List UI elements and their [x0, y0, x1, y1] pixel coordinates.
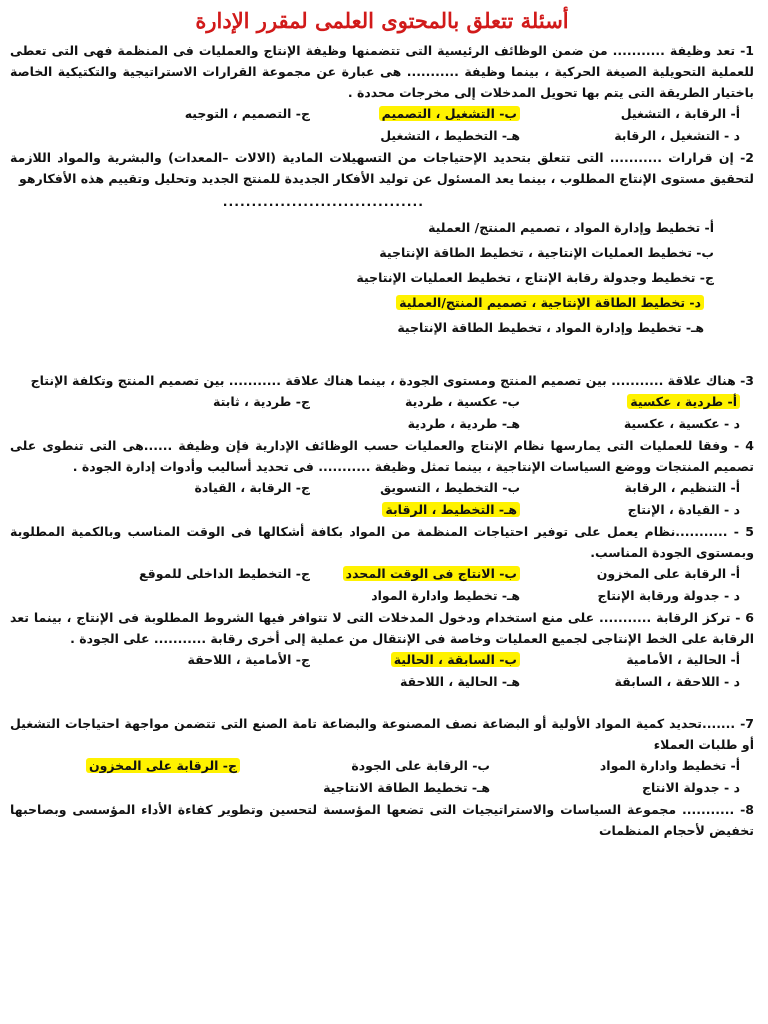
- option[interactable]: أ- تخطيط وادارة المواد: [599, 758, 740, 773]
- question-7-options: [10, 755, 754, 799]
- option[interactable]: د - اللاحقة ، السابقة: [614, 674, 740, 689]
- question-3: 3- هناك علاقة ........... بين تصميم المنتج ومستوى الجودة ، بينما هناك علاقة ........... بين تصميم المنتج وتكلفة الإنتاج: [30, 373, 754, 388]
- option[interactable]: د - جدولة الانتاج: [641, 780, 740, 795]
- option[interactable]: هـ- تخطيط وادارة المواد: [371, 588, 520, 603]
- option[interactable]: هـ- الحالية ، اللاحقة: [399, 674, 520, 689]
- option-highlighted[interactable]: د- تخطيط الطاقة الإنتاجية ، تصميم المنتج/العملية: [396, 295, 704, 310]
- option[interactable]: أ- الرقابة ، التشغيل: [620, 106, 740, 121]
- question-5-options: [10, 563, 754, 607]
- question-8: 8- ........... مجموعة السياسات والاستراتيجيات التى تضعها المؤسسة لتحسين وتطوير كفاءة الأداء المؤسسى وبصاحبها تخفيض لأحجام المنظمات: [10, 802, 754, 838]
- option-highlighted[interactable]: هـ- التخطيط ، الرقابة: [382, 502, 520, 517]
- answer-blank: ...................................: [222, 194, 424, 209]
- question-2-options: [10, 215, 754, 340]
- option[interactable]: د - عكسية ، عكسية: [623, 416, 740, 431]
- option[interactable]: أ- الحالية ، الأمامية: [626, 652, 740, 667]
- option[interactable]: د - القيادة ، الإنتاج: [627, 502, 740, 517]
- option-highlighted[interactable]: ب- التشغيل ، التصميم: [379, 106, 520, 121]
- option[interactable]: د - جدولة ورقابة الإنتاج: [597, 588, 740, 603]
- option[interactable]: ج- تخطيط وجدولة رقابة الإنتاج ، تخطيط العمليات الإنتاجية: [356, 270, 714, 285]
- option[interactable]: ب- الرقابة على الجودة: [351, 758, 490, 773]
- page-title: أسئلة تتعلق بالمحتوى العلمى لمقرر الإدارة: [195, 8, 569, 33]
- option[interactable]: ج- التصميم ، التوجيه: [184, 106, 310, 121]
- option[interactable]: هـ- تخطيط وإدارة المواد ، تخطيط الطاقة الإنتاجية: [397, 320, 704, 335]
- question-1: 1- تعد وظيفة ........... من ضمن الوظائف الرئيسية التى تتضمنها وظيفة الإنتاج والعمليات فى المنظمة فهى التى تعطى للعملية التحويلية الصيغة الحركية ، بينما وظيفة ........... هى عبارة عن مجموعة القرارات الاستراتيجية والتكتيكية الخاصة باختيار الطريقة التى يتم بها تحويل المدخلات إلى مخرجات محددة .: [10, 43, 754, 100]
- option[interactable]: ج- الرقابة ، القيادة: [194, 480, 310, 495]
- option[interactable]: ج- الأمامية ، اللاحقة: [187, 652, 310, 667]
- option-highlighted[interactable]: ج- الرقابة على المخزون: [86, 758, 240, 773]
- question-7: 7- .......تحديد كمية المواد الأولية أو البضاعة نصف المصنوعة والبضاعة تامة الصنع التى تتضمن مواجهة احتياجات التشغيل أو طلبات العملاء: [10, 716, 754, 752]
- option[interactable]: أ- الرقابة على المخزون: [596, 566, 740, 581]
- question-6: 6 - تركز الرقابة ........... على منع استخدام ودخول المدخلات التى لا تتوافر فيها الشروط المطلوبة فى الإنتاج ، بينما تعد الرقابة على الخط الإنتاجى لجميع العمليات وخاصة فى الإنتقال من عملية إلى أخرى رقابة ........... على الجودة .: [10, 610, 754, 646]
- question-4-options: [10, 477, 754, 521]
- option[interactable]: ب- تخطيط العمليات الإنتاجية ، تخطيط الطاقة الإنتاجية: [379, 245, 714, 260]
- question-2: 2- إن قرارات ........... التى تتعلق بتحديد الإحتياجات من التسهيلات المادية (الالات –المعدات) والبشرية والمواد اللازمة لتحقيق مستوى الإنتاج المطلوب ، بينما يعد المسئول عن توليد الأفكار الجديدة للمنتج الجديد وتحليل وتقييم هذه الأفكارهو: [10, 150, 754, 186]
- option[interactable]: أ- التنظيم ، الرقابة: [624, 480, 740, 495]
- option[interactable]: ج- طردية ، ثابتة: [212, 394, 310, 409]
- question-1-options: [10, 103, 754, 147]
- option-highlighted[interactable]: ب- السابقة ، الحالية: [391, 652, 520, 667]
- question-3-options: [10, 391, 754, 435]
- option[interactable]: أ- تخطيط وإدارة المواد ، تصميم المنتج/ العملية: [428, 220, 714, 235]
- option[interactable]: د - التشغيل ، الرقابة: [614, 128, 740, 143]
- option-highlighted[interactable]: ب- الانتاج فى الوقت المحدد: [343, 566, 520, 581]
- option[interactable]: ب- التخطيط ، التسويق: [380, 480, 520, 495]
- option[interactable]: هـ- طردية ، طردية: [407, 416, 520, 431]
- question-6-options: [10, 649, 754, 693]
- option[interactable]: هـ- تخطيط الطاقة الانتاجية: [323, 780, 490, 795]
- option[interactable]: هـ- التخطيط ، التشغيل: [380, 128, 520, 143]
- question-4: 4 - وفقا للعمليات التى يمارسها نظام الإنتاج والعمليات حسب الوظائف الإدارية فإن وظيفة ......هى التى تنطوى على تصميم المنتجات ووضع السياسات الإنتاجية ، بينما تمثل وظيفة ........... فى تحديد أساليب وأدوات إدارة الجودة .: [10, 438, 754, 474]
- option-highlighted[interactable]: أ- طردية ، عكسية: [627, 394, 740, 409]
- option[interactable]: ب- عكسية ، طردية: [404, 394, 520, 409]
- option[interactable]: ج- التخطيط الداخلى للموقع: [139, 566, 310, 581]
- question-5: 5 - ...........نظام يعمل على توفير احتياجات المنظمة من المواد بكافة أشكالها فى الوقت المناسب وبالكمية المطلوبة وبمستوى الجودة المناسب.: [10, 524, 754, 560]
